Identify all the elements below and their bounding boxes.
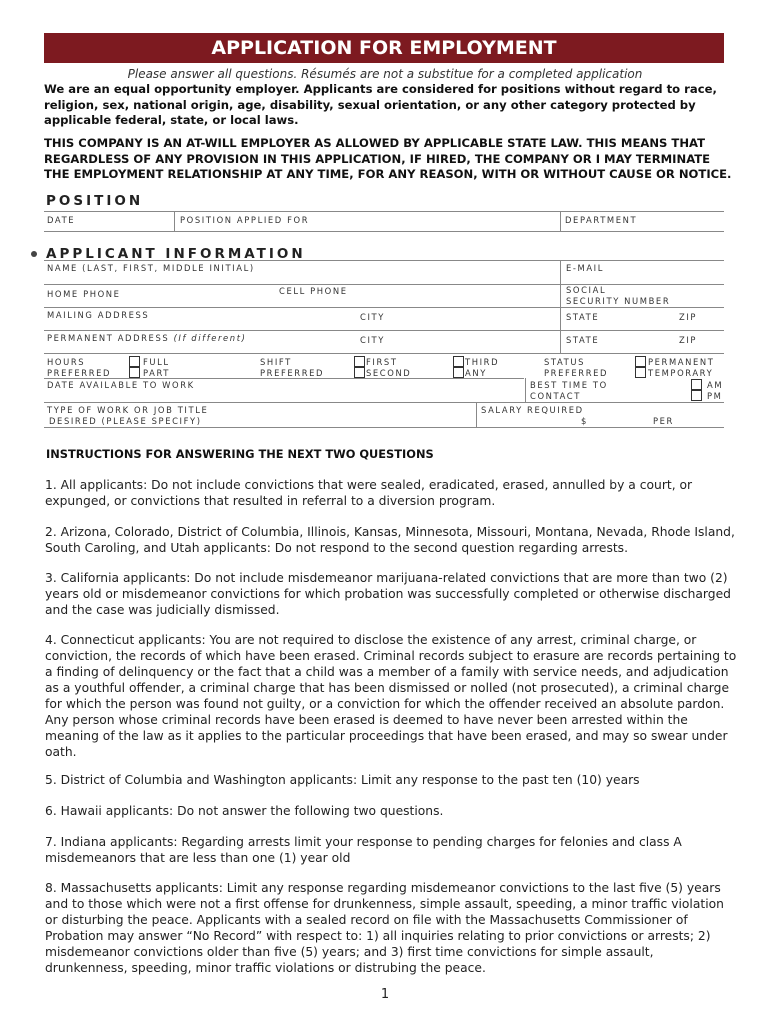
second-shift-checkbox[interactable]	[354, 367, 365, 378]
mailing-address-label: MAILING ADDRESS	[47, 310, 150, 320]
instruction-5: 5. District of Columbia and Washington applicants: Limit any response to the past ten (10) years	[45, 773, 640, 787]
eeo-statement: We are an equal opportunity employer. Applicants are considered for positions without regard to race, religion, sex, national origin, age, disability, sexual orientation, or any other category protected by applicable federal, state, or local laws.	[44, 82, 717, 127]
best-time-label-1: BEST TIME TO	[530, 380, 608, 390]
first-shift-checkbox[interactable]	[354, 356, 365, 367]
bullet-icon	[31, 251, 37, 257]
third-label: THIRD	[465, 357, 500, 367]
position-top-rule	[44, 211, 724, 212]
position-bottom-rule	[44, 231, 724, 232]
applicant-top-rule	[44, 260, 724, 261]
type-work-label-1: TYPE OF WORK OR JOB TITLE	[47, 405, 209, 415]
divider	[560, 284, 561, 307]
part-label: PART	[143, 368, 170, 378]
row-rule	[44, 402, 724, 403]
best-time-label-2: CONTACT	[530, 391, 581, 401]
city-label: CITY	[360, 335, 385, 345]
ssn-label-2: SECURITY NUMBER	[566, 296, 671, 306]
salary-label: SALARY REQUIRED	[481, 405, 584, 415]
row-rule	[44, 307, 724, 308]
hours-label-2: PREFERRED	[47, 368, 112, 378]
pm-label: PM	[707, 391, 723, 401]
third-shift-checkbox[interactable]	[453, 356, 464, 367]
name-label: NAME (LAST, FIRST, MIDDLE INITIAL)	[47, 263, 255, 273]
permanent-checkbox[interactable]	[635, 356, 646, 367]
cell-phone-label: CELL PHONE	[279, 286, 348, 296]
temporary-checkbox[interactable]	[635, 367, 646, 378]
instruction-1: 1. All applicants: Do not include convictions that were sealed, eradicated, erased, annulled by a court, or expunged, or convictions that resulted in referral to a diversion program.	[45, 478, 693, 508]
date-available-label: DATE AVAILABLE TO WORK	[47, 380, 195, 390]
full-label: FULL	[143, 357, 170, 367]
permanent-label: PERMANENT	[648, 357, 715, 367]
full-checkbox[interactable]	[129, 356, 140, 367]
divider	[525, 378, 526, 402]
date-label: DATE	[47, 215, 76, 225]
dollar-sign: $	[581, 416, 588, 426]
instruction-6: 6. Hawaii applicants: Do not answer the following two questions.	[45, 804, 444, 818]
instruction-2: 2. Arizona, Colorado, District of Columbia, Illinois, Kansas, Minnesota, Missouri, Montana, Nevada, Rhode Island, South Caroling, and Utah applicants: Do not respond to the second question regarding arrests.	[45, 525, 735, 555]
row-rule	[44, 378, 524, 379]
pm-checkbox[interactable]	[691, 390, 702, 401]
instructions-heading: INSTRUCTIONS FOR ANSWERING THE NEXT TWO QUESTIONS	[46, 447, 434, 461]
city-label: CITY	[360, 312, 385, 322]
home-phone-label: HOME PHONE	[47, 289, 121, 299]
divider	[560, 260, 561, 284]
divider	[174, 211, 175, 231]
any-shift-checkbox[interactable]	[453, 367, 464, 378]
am-label: AM	[707, 380, 724, 390]
shift-label-2: PREFERRED	[260, 368, 325, 378]
applicant-bottom-rule	[44, 427, 724, 428]
divider	[560, 211, 561, 231]
row-rule	[44, 284, 724, 285]
position-applied-label: POSITION APPLIED FOR	[180, 215, 310, 225]
part-checkbox[interactable]	[129, 367, 140, 378]
email-label: E-MAIL	[566, 263, 605, 273]
form-subtitle: Please answer all questions. Résumés are not a substitue for a completed application	[127, 67, 643, 81]
zip-label: ZIP	[679, 312, 698, 322]
zip-label: ZIP	[679, 335, 698, 345]
form-title: APPLICATION FOR EMPLOYMENT	[44, 33, 724, 63]
status-label-2: PREFERRED	[544, 368, 609, 378]
am-checkbox[interactable]	[691, 379, 702, 390]
permanent-address-text: PERMANENT ADDRESS	[47, 333, 170, 343]
any-label: ANY	[465, 368, 487, 378]
first-label: FIRST	[366, 357, 398, 367]
shift-label-1: SHIFT	[260, 357, 292, 367]
state-label: STATE	[566, 312, 600, 322]
type-work-label-2: DESIRED (PLEASE SPECIFY)	[49, 416, 202, 426]
divider	[560, 330, 561, 353]
at-will-statement: THIS COMPANY IS AN AT-WILL EMPLOYER AS ALLOWED BY APPLICABLE STATE LAW. THIS MEANS THAT REGARDLESS OF ANY PROVISION IN THIS APPLICATION, IF HIRED, THE COMPANY OR I MAY TERMINATE THE EMPLOYMENT RELATIONSHIP AT ANY TIME, FOR ANY REASON, WITH OR WITHOUT CAUSE OR NOTICE.	[44, 136, 732, 181]
instruction-4: 4. Connecticut applicants: You are not required to disclose the existence of any arrest, criminal charge, or conviction, the records of which have been erased. Criminal records subject to erasure are records pertaining to a finding of delinquency or the fact that a child was a member of a family with service needs, and adjudication as a youthful offender, a criminal charge that has been dismissed or nolled (not prosecuted), a criminal charge for which the person was found not guilty, or a conviction for which the offender received an absolute pardon. Any person whose criminal records have been erased is deemed to have never been arrested within the meaning of the law as it applies to the particular proceedings that have been erased, and may so swear under oath.	[45, 633, 737, 759]
second-label: SECOND	[366, 368, 412, 378]
page-number: 1	[380, 987, 390, 1002]
row-rule	[44, 353, 724, 354]
applicant-heading: APPLICANT INFORMATION	[46, 246, 306, 262]
permanent-address-label	[47, 333, 246, 343]
instruction-8: 8. Massachusetts applicants: Limit any response regarding misdemeanor convictions to the last five (5) years and to those which were not a first offense for drunkenness, simple assault, speeding, a minor traffic violation or disturbing the peace. Applicants with a sealed record on file with the Massachusetts Commissioner of Probation may answer “No Record” with respect to: 1) all inquiries relating to prior convictions or arrests; 2) misdemeanor convictions older than five (5) years; and 3) first time convictions for simple assault, drunkenness, speeding, minor traffic violations or distrubing the peace.	[45, 881, 724, 975]
position-heading: POSITION	[46, 193, 144, 209]
divider	[476, 402, 477, 427]
temporary-label: TEMPORARY	[648, 368, 714, 378]
per-label: PER	[653, 416, 674, 426]
row-rule	[44, 330, 724, 331]
instruction-3: 3. California applicants: Do not include misdemeanor marijuana-related convictions that are more than two (2) years old or misdemeanor convictions for which probation was successfully completed or otherwise discharged and the case was judicially dismissed.	[45, 571, 731, 617]
instruction-7: 7. Indiana applicants: Regarding arrests limit your response to pending charges for felonies and class A misdemeanors that are less than one (1) year old	[45, 835, 682, 865]
status-label-1: STATUS	[544, 357, 586, 367]
if-different-text: (If different)	[173, 333, 247, 343]
hours-label-1: HOURS	[47, 357, 86, 367]
ssn-label-1: SOCIAL	[566, 285, 607, 295]
department-label: DEPARTMENT	[565, 215, 638, 225]
state-label: STATE	[566, 335, 600, 345]
divider	[560, 307, 561, 330]
